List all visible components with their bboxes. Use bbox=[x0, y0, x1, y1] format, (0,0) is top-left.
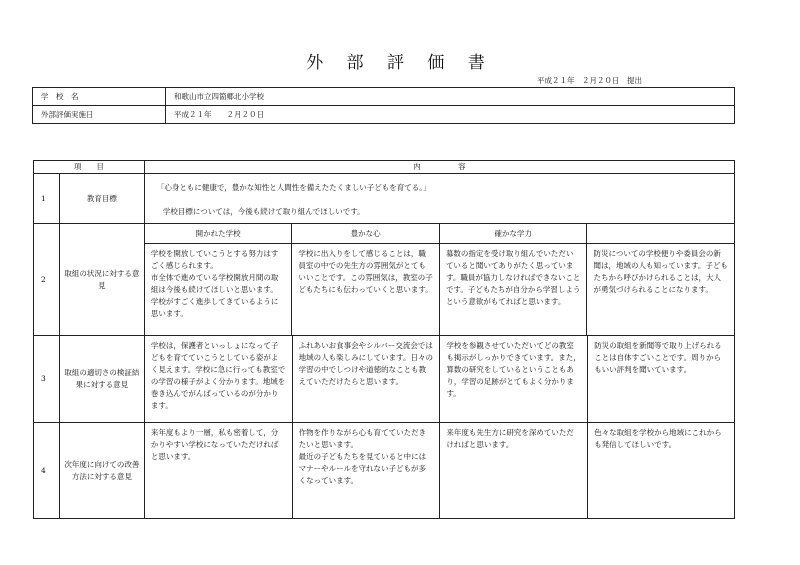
school-name: 和歌山市立四箇郷北小学校 bbox=[166, 88, 735, 106]
comment-text: 防災についての学校便りや委員会の新聞は，地域の人も知っています。子どもたちから呼びかけられることは，大人が勇気づけられることになります。 bbox=[593, 249, 728, 294]
comment-text: 学校がすごく進歩してきているように思います。 bbox=[150, 297, 279, 318]
goal-line: 学校目標については，今後も続けて取り組んでほしいです。 bbox=[162, 207, 365, 216]
eval-date-label: 外部評価実施日 bbox=[33, 106, 166, 124]
evaluation-table bbox=[33, 160, 735, 519]
comment-text: 募数の指定を受け取り組んでいただいていると聞いてありがたく思っています。職員が協力しなければできないことです。子どもたちが自分から学習しようという意欲がもてればと思います。 bbox=[445, 249, 581, 306]
comment-text: 防災の取組を新聞等で取り上げられることは自体すごいことです。周りからもいい評判を聞いています。 bbox=[594, 341, 722, 374]
comment-text: 最近の子どもたちを見ていると中にはマナーやルールを守れない子どもが多くなっています。 bbox=[298, 452, 427, 485]
sub-header-row bbox=[145, 224, 734, 244]
comment-text: ふれあいお食事会やシルバー交流会では地域の人も楽しみにしています。日々の学習の中でしつけや道徳的なことも教えていただけたらと思います。 bbox=[298, 341, 434, 386]
header-item: 項 目 bbox=[34, 161, 145, 174]
eval-date: 平成２１年 ２月２０日 bbox=[166, 106, 735, 124]
header-content: 内 容 bbox=[144, 161, 734, 174]
comment-text: 色々な取組を学校から地域にこれからも発信してほしいです。 bbox=[594, 428, 722, 449]
comment-text: 来年度もより一層，私も密着して，分かりやすい学校になっていただければと思います。 bbox=[150, 428, 279, 461]
sub-header: 確かな学力 bbox=[440, 224, 588, 243]
goal-line: 「心身ともに健康で，豊かな知性と人間性を備えたたくましい子どもを育てる。」 bbox=[156, 183, 431, 192]
school-label: 学 校 名 bbox=[33, 88, 166, 106]
comment-text: 市全体で進めている学校開放月間の取組は今後も続けてほしいと思います。 bbox=[150, 273, 279, 294]
comment-text: 来年度も先生方に研究を深めていただければと思います。 bbox=[446, 428, 574, 449]
row-item: 次年度に向けての改善方法に対する意見 bbox=[59, 423, 144, 519]
row-number: 3 bbox=[34, 336, 60, 423]
sub-header: 開かれた学校 bbox=[145, 224, 293, 243]
comment-text: 学校を開放していこうとする努力はすごく感じられます。 bbox=[150, 249, 279, 270]
page-title: 外 部 評 価 書 bbox=[306, 53, 494, 73]
sub-header: 豊かな心 bbox=[292, 224, 440, 243]
comment-text: 学校に出入りをして感じることは，職員室の中での先生方の雰囲気がとてもいいことです。この雰囲気は，教室の子どもたちにも伝わっていくと思います。 bbox=[298, 249, 433, 294]
row-number: 4 bbox=[34, 423, 60, 519]
comment-text: 学校は，保護者といっしょになって子どもを育てていこうとしている姿がよく見えます。学校に急に行っても教室での学習の様子がよく分かります。地域を巻き込んでがんばっているのが分かります。 bbox=[150, 341, 286, 410]
comment-text: 作物を作りながら心も育てていただきたいと思います。 bbox=[298, 428, 427, 449]
row-item: 教育目標 bbox=[59, 174, 144, 224]
row-number: 1 bbox=[34, 174, 60, 224]
submission-date: 平成２１年 ２月２０日 提出 bbox=[537, 76, 642, 85]
row-item: 取組の適切さの検証結果に対する意見 bbox=[59, 336, 144, 423]
comment-text: 学校を参観させていただいてどの教室も掲示がしっかりできています。また，算数の研究をしているということもあり，学習の足跡がとてもよく分かります。 bbox=[446, 341, 581, 398]
sub-header bbox=[587, 224, 734, 243]
row-number: 2 bbox=[34, 224, 60, 336]
info-table bbox=[32, 87, 735, 124]
row-item: 取組の状況に対する意見 bbox=[59, 224, 144, 336]
